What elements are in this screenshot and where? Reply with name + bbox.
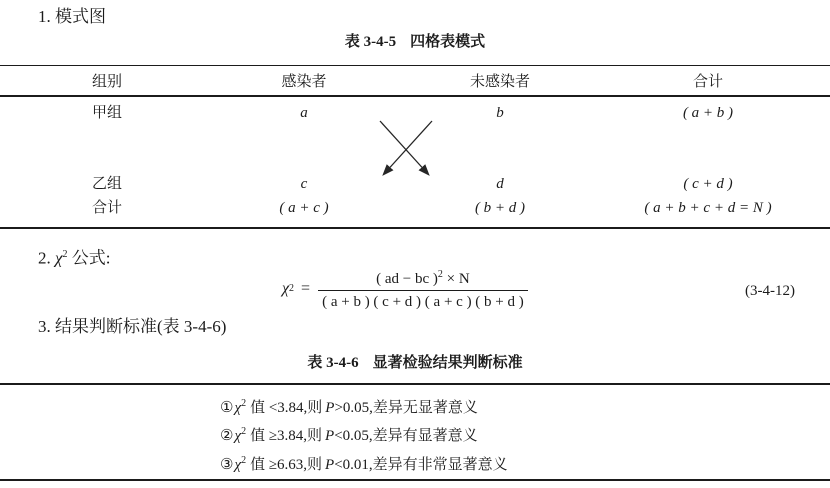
criteria-row-2 <box>220 422 478 446</box>
row3-p-symbol: P <box>325 457 335 473</box>
criteria-row-1 <box>220 394 478 418</box>
cell-c-plus-d: ( c + d ) <box>683 176 733 192</box>
row3-chi: χ <box>234 457 242 473</box>
numerator-base: ( ad − bc ) <box>376 271 438 287</box>
table-criteria-top-rule <box>0 383 830 385</box>
cell-a-plus-c: ( a + c ) <box>279 200 329 216</box>
equals-sign: = <box>301 279 311 297</box>
row1-chi: χ <box>234 400 242 416</box>
col-header-total: 合计 <box>692 74 723 90</box>
row1-condition: 值 <3.84,则 <box>250 400 323 416</box>
cell-grand-total: ( a + b + c + d = N ) <box>644 200 772 216</box>
formula-fraction <box>318 266 528 311</box>
table-4grid-bottom-rule <box>0 227 830 229</box>
section-1-heading: 1. 模式图 <box>38 7 106 26</box>
chi-exponent: 2 <box>62 249 68 260</box>
section-3-heading: 3. 结果判断标准(表 3-4-6) <box>38 317 227 336</box>
chi-symbol: χ <box>55 248 63 268</box>
criteria-row-3 <box>220 451 508 475</box>
row3-conclusion: <0.01,差异有非常显著意义 <box>334 457 508 473</box>
table-4grid-caption <box>0 32 830 52</box>
table-4grid-caption-label: 表 3-4-5 <box>344 34 397 50</box>
row3-condition: 值 ≥6.63,则 <box>250 457 323 473</box>
row3-chi-exponent: 2 <box>241 455 247 466</box>
formula-denominator: ( a + b ) ( c + d ) ( a + c ) ( b + d ) <box>318 290 528 311</box>
arrow-a-to-d <box>380 121 428 174</box>
table-criteria-caption-text: 显著检验结果判断标准 <box>372 355 523 371</box>
cell-a-plus-b: ( a + b ) <box>682 105 734 121</box>
col-header-group: 组别 <box>91 74 122 90</box>
cell-d: d <box>496 176 504 192</box>
chi-square-formula <box>282 266 528 311</box>
row2-condition: 值 ≥3.84,则 <box>250 428 323 444</box>
cell-group-a-label: 甲组 <box>91 105 122 121</box>
table-criteria-caption <box>0 353 830 373</box>
bullet-3: ③ <box>220 457 234 473</box>
table-4grid-caption-text: 四格表模式 <box>410 34 486 50</box>
cell-group-b-label: 乙组 <box>91 176 122 192</box>
section-2-heading <box>38 244 110 270</box>
cell-total-label: 合计 <box>91 200 122 216</box>
bullet-1: ① <box>220 400 234 416</box>
row1-p-symbol: P <box>325 400 335 416</box>
table-criteria-caption-label: 表 3-4-6 <box>307 355 359 371</box>
arrow-b-to-c <box>384 121 432 174</box>
table-4grid-top-rule <box>0 65 830 66</box>
row2-p-symbol: P <box>325 428 335 444</box>
col-header-infected: 感染者 <box>281 74 327 90</box>
row2-chi: χ <box>234 428 242 444</box>
section-2-number: 2. <box>38 248 51 268</box>
table-criteria-bottom-rule <box>0 479 830 481</box>
numerator-exponent: 2 <box>437 269 443 280</box>
cell-a: a <box>300 105 308 121</box>
col-header-not-infected: 未感染者 <box>469 74 530 90</box>
bullet-2: ② <box>220 428 234 444</box>
cell-c: c <box>300 176 308 192</box>
row2-conclusion: <0.05,差异有显著意义 <box>334 428 478 444</box>
table-row-group-b <box>0 172 810 196</box>
cell-b-plus-d: ( b + d ) <box>474 200 526 216</box>
formula-chi-exponent: 2 <box>289 283 295 294</box>
row2-chi-exponent: 2 <box>241 426 247 437</box>
equation-number: (3-4-12) <box>745 283 795 299</box>
formula-chi-symbol: χ <box>282 279 290 297</box>
numerator-tail: × N <box>442 271 470 287</box>
row1-conclusion: >0.05,差异无显著意义 <box>334 400 478 416</box>
formula-numerator <box>318 266 528 290</box>
table-row-total <box>0 196 810 220</box>
section-2-text: 公式: <box>71 248 111 268</box>
row1-chi-exponent: 2 <box>241 398 247 409</box>
table-4grid-header-row <box>0 68 810 96</box>
cell-b: b <box>496 105 504 121</box>
